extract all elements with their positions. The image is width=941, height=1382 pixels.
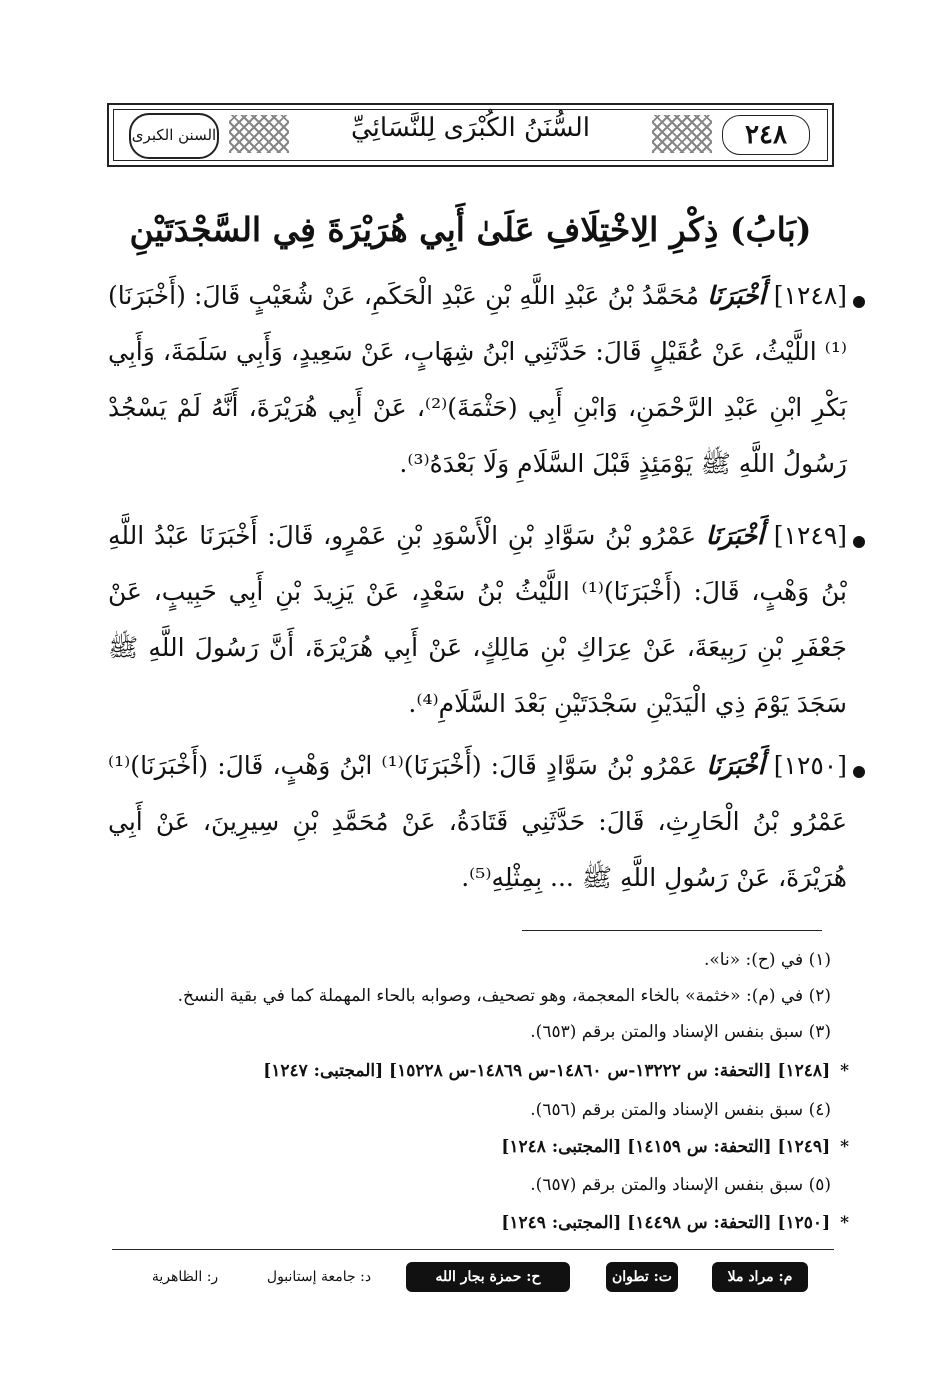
manuscript-badge: ح: حمزة بجار الله (406, 1262, 570, 1292)
hadith-lead: أَخْبَرَنَا (705, 521, 765, 550)
header-ornament-left (229, 115, 289, 153)
hadith-1249 (108, 508, 847, 732)
footnote: (٥) سبق بنفس الإسناد والمتن برقم (٦٥٧). (530, 1175, 831, 1195)
manuscript-badge: م: مراد ملا (712, 1262, 808, 1292)
hadith-number: [١٢٤٨] (773, 281, 848, 310)
hadith-lead: أَخْبَرَنَا (706, 751, 765, 780)
footnote-separator (522, 930, 822, 931)
page-number: ٢٤٨ (722, 115, 810, 155)
footnote-reference: *[١٢٤٩] [التحفة: س ١٤١٥٩] [المجتبى: ١٢٤٨] (501, 1137, 849, 1157)
star-icon: * (840, 1213, 849, 1233)
manuscript-label: ر: الظاهرية (151, 1269, 219, 1285)
footnote: (٢) في (م): «خثمة» بالخاء المعجمة، وهو تصحيف، وصوابه بالحاء المهملة كما في بقية النسخ. (177, 986, 831, 1006)
footnote: (٤) سبق بنفس الإسناد والمتن برقم (٦٥٦). (530, 1100, 831, 1120)
book-title: السُّنَنُ الكُبْرَى لِلنَّسَائِيِّ (351, 113, 590, 143)
book-logo: السنن الكبرى (129, 113, 219, 159)
header-ornament-right (652, 115, 712, 153)
footnote: (١) في (ح): «نا». (703, 950, 831, 970)
hadith-text: عَمْرُو بْنُ سَوَّادِ بْنِ الْأَسْوَدِ بْنِ عَمْرٍو، قَالَ: أَخْبَرَنَا عَبْدُ اللَّهِ بْنُ وَهْبٍ، قَالَ: (أَخْبَرَنَا)⁽¹⁾ اللَّيْثُ بْنُ سَعْدٍ، عَنْ يَزِيدَ بْنِ أَبِي حَبِيبٍ، عَنْ جَعْفَرِ بْنِ رَبِيعَةَ، عَنْ عِرَاكِ بْنِ مَالِكٍ، عَنْ أَبِي هُرَيْرَةَ، أَنَّ رَسُولَ اللَّهِ ﷺ سَجَدَ يَوْمَ ذِي الْيَدَيْنِ سَجْدَتَيْنِ بَعْدَ السَّلَامِ⁽⁴⁾. (108, 521, 847, 718)
hadith-1250 (108, 738, 847, 906)
bullet-icon (853, 766, 865, 778)
manuscript-label: د: جامعة إستانبول (266, 1269, 372, 1285)
hadith-text: مُحَمَّدُ بْنُ عَبْدِ اللَّهِ بْنِ عَبْدِ الْحَكَمِ، عَنْ شُعَيْبٍ قَالَ: (أَخْبَرَنَا)⁽¹⁾ اللَّيْثُ، عَنْ عُقَيْلٍ قَالَ: حَدَّثَنِي ابْنُ شِهَابٍ، عَنْ سَعِيدٍ، وَأَبِي سَلَمَةَ، وَأَبِي بَكْرِ ابْنِ عَبْدِ الرَّحْمَنِ، وَابْنِ أَبِي (حَثْمَةَ)⁽²⁾، عَنْ أَبِي هُرَيْرَةَ، أَنَّهُ لَمْ يَسْجُدْ رَسُولُ اللَّهِ ﷺ يَوْمَئِذٍ قَبْلَ السَّلَامِ وَلَا بَعْدَهُ⁽³⁾. (108, 281, 847, 478)
footnote: (٣) سبق بنفس الإسناد والمتن برقم (٦٥٣). (530, 1022, 831, 1042)
star-icon: * (840, 1137, 849, 1157)
hadith-text: عَمْرُو بْنُ سَوَّادٍ قَالَ: (أَخْبَرَنَا)⁽¹⁾ ابْنُ وَهْبٍ، قَالَ: (أَخْبَرَنَا)⁽¹⁾ عَمْرُو بْنُ الْحَارِثِ، قَالَ: حَدَّثَنِي قَتَادَةُ، عَنْ مُحَمَّدِ بْنِ سِيرِينَ، عَنْ أَبِي هُرَيْرَةَ، عَنْ رَسُولِ اللَّهِ ﷺ ... بِمِثْلِهِ⁽⁵⁾. (108, 751, 847, 892)
legend-separator (112, 1249, 834, 1250)
hadith-number: [١٢٤٩] (773, 521, 848, 550)
footnote-reference: *[١٢٥٠] [التحفة: س ١٤٤٩٨] [المجتبى: ١٢٤٩] (501, 1213, 849, 1233)
footnote-reference: *[١٢٤٨] [التحفة: س ١٣٢٢٢-س ١٤٨٦٠-س ١٤٨٦٩-س ١٥٢٢٨] [المجتبى: ١٢٤٧] (263, 1061, 849, 1081)
chapter-title: (بَابُ) ذِكْرِ الِاخْتِلَافِ عَلَىٰ أَبِي هُرَيْرَةَ فِي السَّجْدَتَيْنِ (129, 210, 812, 249)
hadith-1248 (108, 268, 847, 492)
hadith-number: [١٢٥٠] (773, 751, 847, 780)
manuscript-badge: ت: تطوان (606, 1262, 678, 1292)
star-icon: * (840, 1061, 849, 1081)
page-header (107, 103, 834, 167)
hadith-lead: أَخْبَرَنَا (707, 281, 766, 310)
bullet-icon (853, 296, 865, 308)
bullet-icon (853, 536, 865, 548)
